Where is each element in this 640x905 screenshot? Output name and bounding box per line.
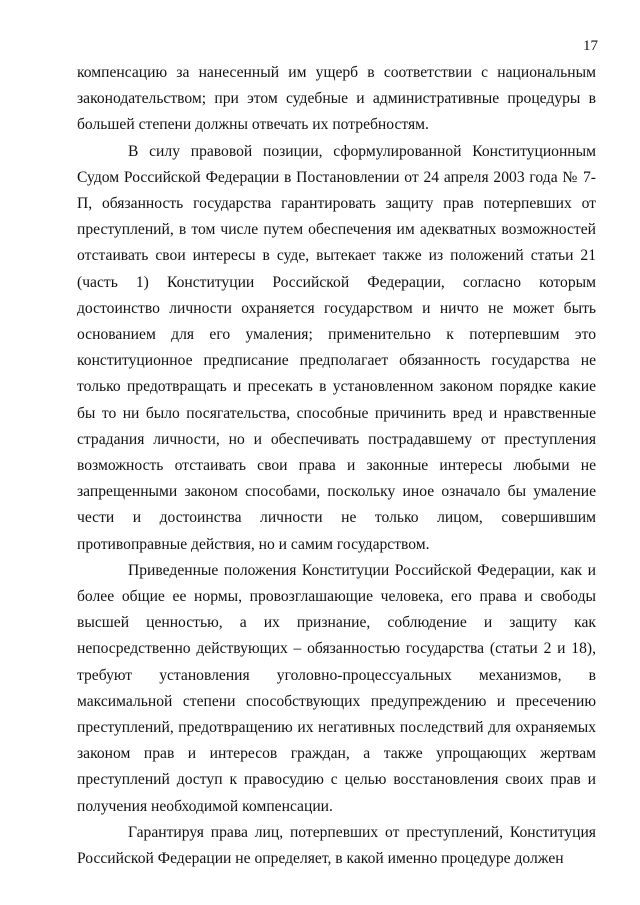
paragraph-legal-position: В силу правовой позиции, сформулированной Конституционным Судом Российской Федерации в Постановлении от 24 апреля 2003 года № 7-П, обязанность государства гарантировать защиту прав потерпевших от преступлений, в том числе путем обеспечения им адекватных возможностей отстаивать свои интересы в суде, вытекает также из положений статьи 21 (часть 1) Конституции Российской Федерации, согласно которым достоинство личности охраняется государством и ничто не может быть основанием для его умаления; применительно к потерпевшим это конституционное предписание предполагает обязанность государства не только предотвращать и пресекать в установленном законом порядке какие бы то ни было посягательства, способные причинить вред и нравственные страдания личности, но и обеспечивать пострадавшему от преступления возможность отстаивать свои права и законные интересы любыми не запрещенными законом способами, поскольку иное означало бы умаление чести и достоинства личности не только лицом, совершившим противоправные действия, но и самим государством. bbox=[77, 142, 596, 553]
paragraph-victim-rights: Гарантируя права лиц, потерпевших от преступлений, Конституция Российской Федерации не определяет, в какой именно процедуре должен bbox=[77, 823, 596, 868]
paragraph-constitution-provisions: Приведенные положения Конституции Российской Федерации, как и более общие ее нормы, провозглашающие человека, его права и свободы высшей ценностью, а их признание, соблюдение и защиту как непосредственно действующих – обязанностью государства (статьи 2 и 18), требуют установления уголовно-процессуальных механизмов, в максимальной степени способствующих предупреждению и пресечению преступлений, предотвращению их негативных последствий для охраняемых законом прав и интересов граждан, а также упрощающих жертвам преступлений доступ к правосудию с целью восстановления своих прав и получения необходимой компенсации. bbox=[77, 561, 596, 815]
page-number: 17 bbox=[583, 38, 598, 54]
paragraph-continuation: компенсацию за нанесенный им ущерб в соответствии с национальным законодательством; при этом судебные и административные процедуры в большей степени должны отвечать их потребностям. bbox=[77, 64, 596, 134]
document-body bbox=[77, 60, 596, 872]
